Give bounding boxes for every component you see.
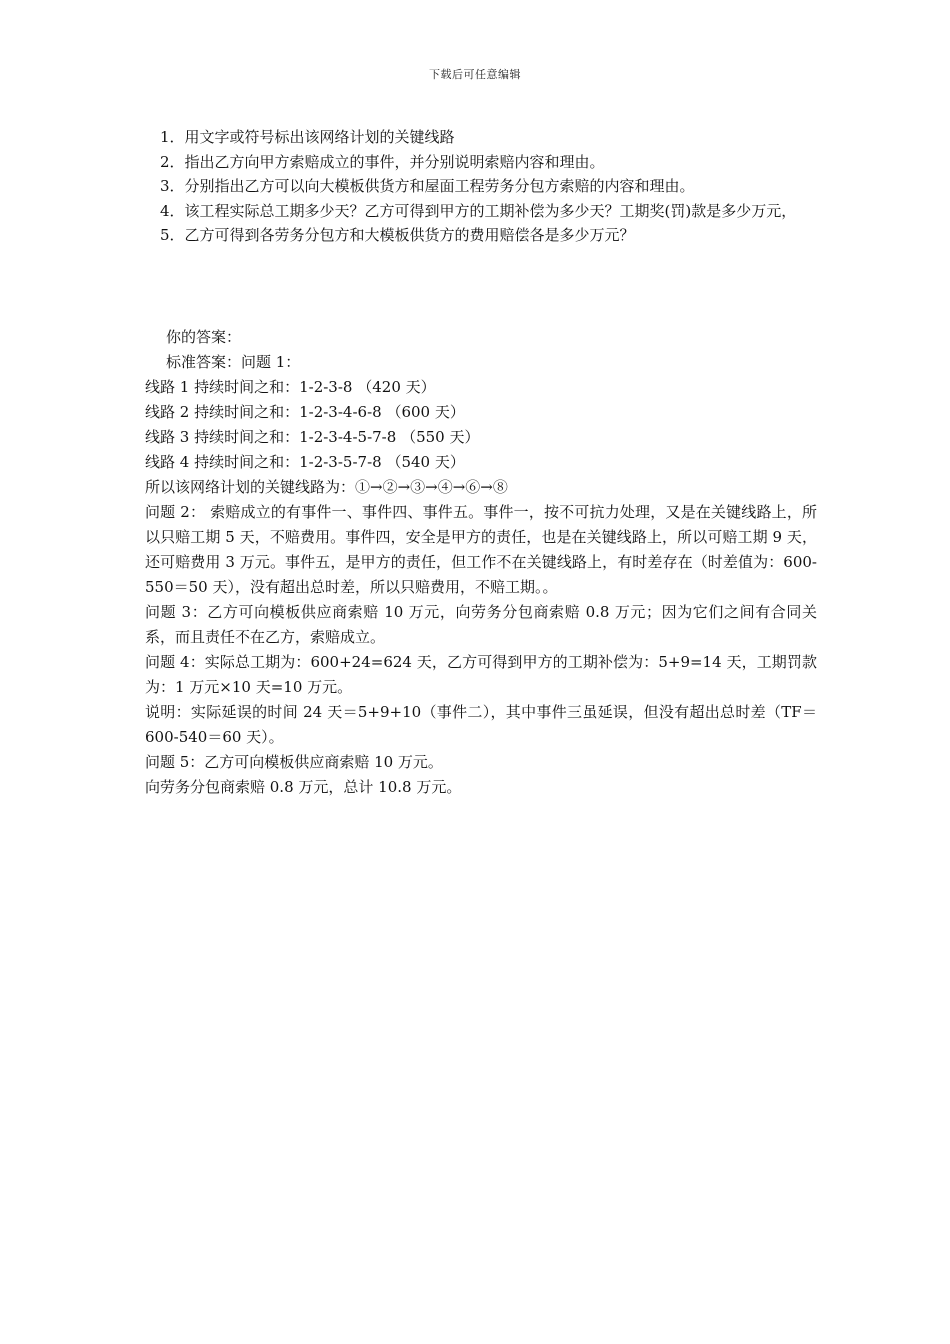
- route-line-3: 线路 3 持续时间之和：1-2-3-4-5-7-8 （550 天）: [145, 428, 480, 446]
- answer-question-3: 问题 3：乙方可向模板供应商索赔 10 万元，向劳务分包商索赔 0.8 万元；因为它们之间有合同关系，而且责任不在乙方，索赔成立。: [145, 603, 817, 646]
- route-line-1: 线路 1 持续时间之和：1-2-3-8 （420 天）: [145, 378, 436, 396]
- question-item-1: 1．用文字或符号标出该网络计划的关键线路: [160, 128, 455, 146]
- route-line-4: 线路 4 持续时间之和：1-2-3-5-7-8 （540 天）: [145, 453, 465, 471]
- answer-section: [145, 325, 817, 800]
- question-list: [145, 125, 815, 248]
- question-item-3: 3．分别指出乙方可以向大模板供货方和屋面工程劳务分包方索赔的内容和理由。: [160, 177, 695, 195]
- answer-question-4: 问题 4：实际总工期为：600+24=624 天，乙方可得到甲方的工期补偿为：5+9=14 天，工期罚款为：1 万元×10 天=10 万元。: [145, 653, 817, 696]
- question-item-4: 4．该工程实际总工期多少天？乙方可得到甲方的工期补偿为多少天？工期奖(罚)款是多少万元，: [160, 201, 797, 220]
- your-answer-label: 你的答案：: [166, 328, 242, 346]
- answer-question-5-continued: 向劳务分包商索赔 0.8 万元，总计 10.8 万元。: [145, 778, 462, 796]
- page-header-note: 下载后可任意编辑: [429, 68, 521, 81]
- answer-question-5: 问题 5：乙方可向模板供应商索赔 10 万元。: [145, 753, 443, 771]
- answer-explanation: 说明：实际延误的时间 24 天＝5+9+10（事件二），其中事件三虽延误，但没有超出总时差（TF＝600-540＝60 天）。: [145, 703, 817, 746]
- answer-question-2: 问题 2： 索赔成立的有事件一、事件四、事件五。事件一，按不可抗力处理，又是在关键线路上，所以只赔工期 5 天，不赔费用。事件四，安全是甲方的责任，也是在关键线路上，所以可赔工期 9 天，还可赔费用 3 万元。事件五，是甲方的责任，但工作不在关键线路上，有时差存在（时差值为：600-550＝50 天），没有超出总时差，所以只赔费用，不赔工期。。: [145, 503, 817, 596]
- question-item-5: 5．乙方可得到各劳务分包方和大模板供货方的费用赔偿各是多少万元？: [160, 226, 635, 244]
- route-line-2: 线路 2 持续时间之和：1-2-3-4-6-8 （600 天）: [145, 403, 465, 421]
- critical-path-line: 所以该网络计划的关键线路为：①→②→③→④→⑥→⑧: [145, 478, 508, 496]
- standard-answer-heading: 标准答案：问题 1：: [166, 353, 301, 371]
- question-item-2: 2．指出乙方向甲方索赔成立的事件，并分别说明索赔内容和理由。: [160, 152, 605, 171]
